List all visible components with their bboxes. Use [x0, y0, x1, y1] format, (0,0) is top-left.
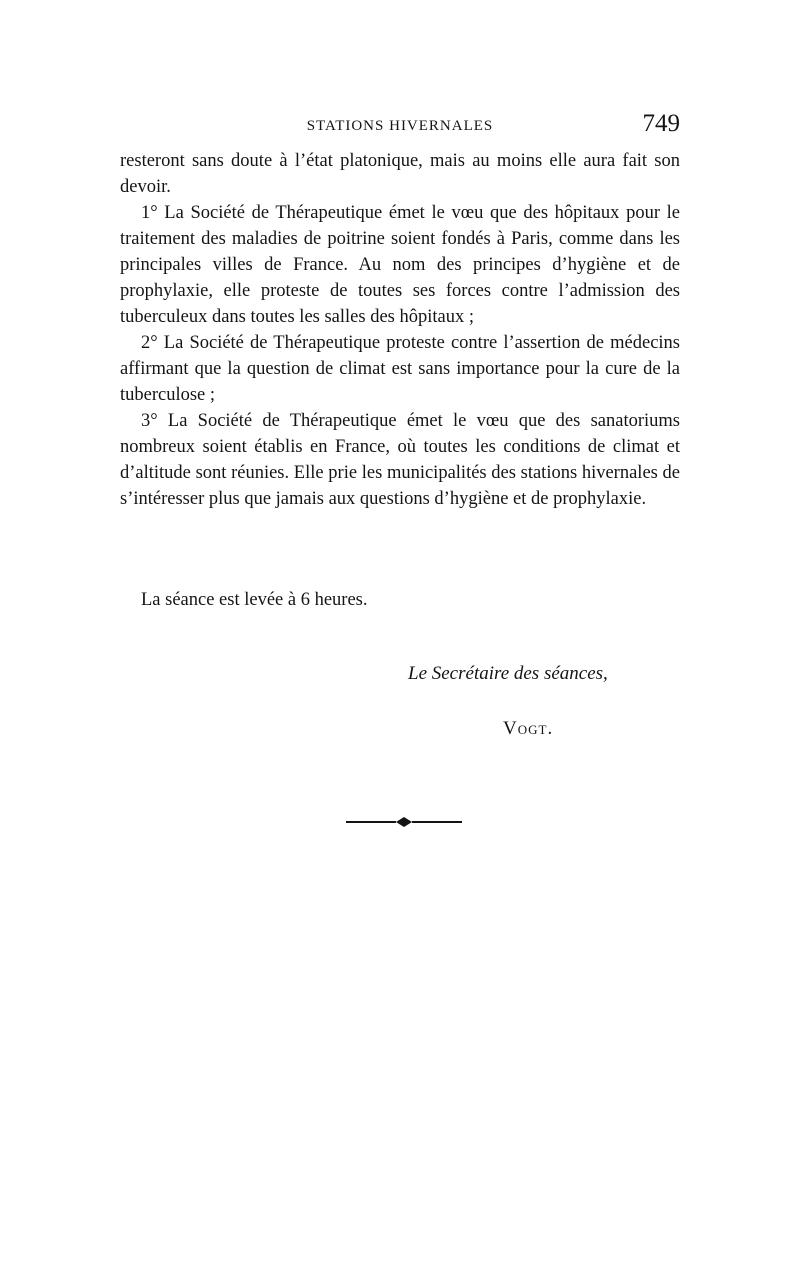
page-number: 749 [642, 110, 680, 137]
running-title: STATIONS HIVERNALES [306, 118, 494, 134]
paragraph-resolution-3: 3° La Société de Thérapeutique émet le vœu que des sanatoriums nombreux soient établis en France, où toutes les conditions de climat et d’altitude sont réunies. Elle prie les municipalités des stations hivernales de s’intéresser plus que jamais aux questions d’hygiène et de prophylaxie. [120, 411, 680, 509]
diamond-rule-ornament-icon [344, 812, 464, 832]
ornament-diamond [396, 817, 412, 827]
paragraph-resolution-2: 2° La Société de Thérapeutique proteste contre l’assertion de médecins affirmant que la question de climat est sans importance pour la cure de la tuberculose ; [120, 333, 680, 405]
paragraph-continuation: resteront sans doute à l’état platonique, mais au moins elle aura fait son devoir. [120, 151, 680, 197]
body-text [120, 148, 680, 512]
closing-statement: La séance est levée à 6 heures. [141, 590, 368, 610]
running-header [120, 110, 680, 144]
signature-role: Le Secrétaire des séances, [408, 663, 608, 684]
signature-name: Vogt. [503, 718, 554, 739]
paragraph-resolution-1: 1° La Société de Thérapeutique émet le vœu que des hôpitaux pour le traitement des maladies de poitrine soient fondés à Paris, comme dans les principales villes de France. Au nom des principes d’hygiène et de prophylaxie, elle proteste de toutes ses forces contre l’admission des tuberculeux dans toutes les salles des hôpitaux ; [120, 203, 680, 327]
